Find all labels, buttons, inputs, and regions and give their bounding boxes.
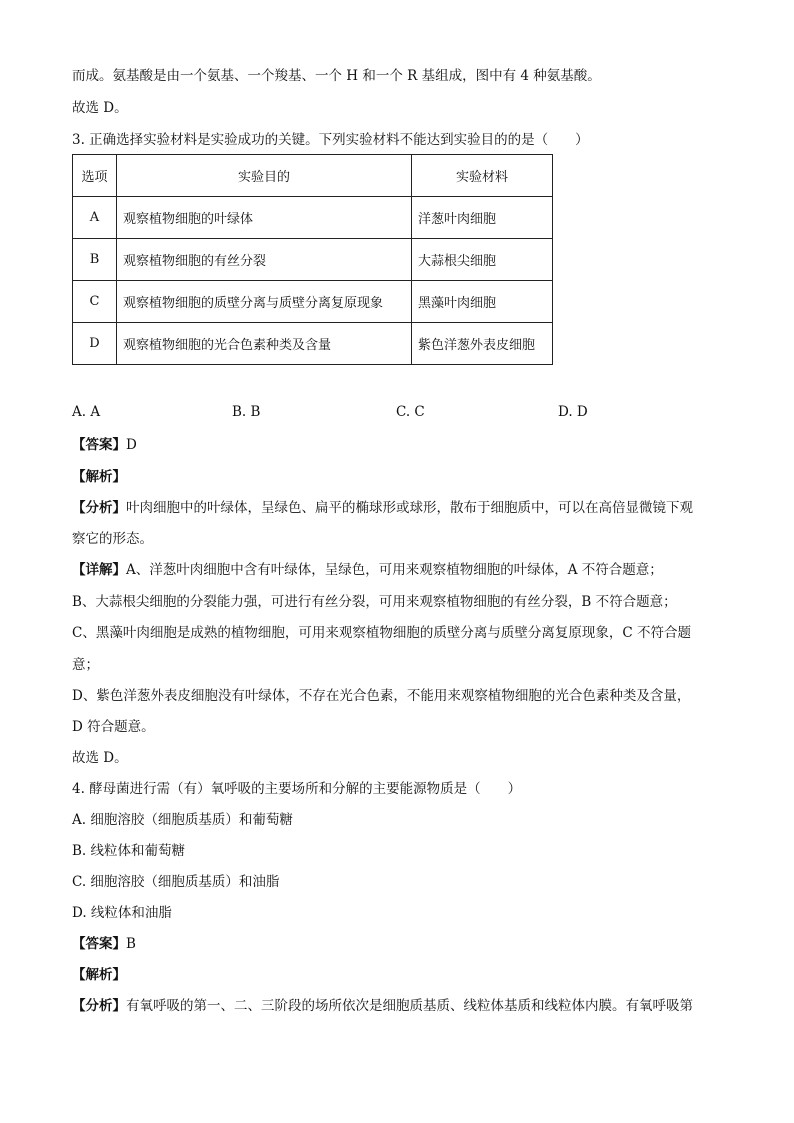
table-cell: 黑藻叶肉细胞 <box>412 281 553 323</box>
q4-option-b: B. 线粒体和葡萄糖 <box>72 843 186 859</box>
table-header-row <box>73 155 553 197</box>
table-header-cell: 实验目的 <box>117 155 412 197</box>
table-header-cell: 实验材料 <box>412 155 553 197</box>
table-row <box>73 281 553 323</box>
xiangjie-line-6: D 符合题意。 <box>72 719 155 735</box>
q4-fenxi-line-1 <box>72 996 693 1016</box>
question-4-stem: 4. 酵母菌进行需（有）氧呼吸的主要场所和分解的主要能源物质是（ ） <box>72 781 522 797</box>
table-row <box>73 197 553 239</box>
xiangjie-line-1 <box>72 560 663 580</box>
question-3-table <box>72 154 553 365</box>
q4-option-d: D. 线粒体和油脂 <box>72 905 172 921</box>
table-cell: C <box>73 281 117 323</box>
fenxi-line-1 <box>72 498 693 518</box>
answer-value: B <box>126 936 136 952</box>
table-cell: B <box>73 239 117 281</box>
fenxi-text: 叶肉细胞中的叶绿体，呈绿色、扁平的椭球形或球形，散布于细胞质中，可以在高倍显微镜下观 <box>126 500 693 516</box>
table-cell: 观察植物细胞的光合色素种类及含量 <box>117 323 412 365</box>
xiangjie-line-4: 意； <box>72 657 99 673</box>
table-cell: 紫色洋葱外表皮细胞 <box>412 323 553 365</box>
xiangjie-line-5: D、紫色洋葱外表皮细胞没有叶绿体，不存在光合色素，不能用来观察植物细胞的光合色素种类及含量， <box>72 688 691 704</box>
table-cell: D <box>73 323 117 365</box>
table-cell: 观察植物细胞的叶绿体 <box>117 197 412 239</box>
table-cell: 观察植物细胞的有丝分裂 <box>117 239 412 281</box>
question-3-stem: 3. 正确选择实验材料是实验成功的关键。下列实验材料不能达到实验目的的是（ ） <box>72 132 589 148</box>
option-b: B. B <box>232 404 261 420</box>
fenxi-tag: 【分析】 <box>72 500 126 516</box>
q4-option-c: C. 细胞溶胶（细胞质基质）和油脂 <box>72 874 280 890</box>
question-3-conclusion: 故选 D。 <box>72 750 128 766</box>
option-d: D. D <box>558 404 588 420</box>
table-cell: A <box>73 197 117 239</box>
table-header-cell: 选项 <box>73 155 117 197</box>
xiangjie-line-3: C、黑藻叶肉细胞是成熟的植物细胞，可用来观察植物细胞的质壁分离与质壁分离复原现象，C 不符合题 <box>72 625 691 641</box>
prev-conclusion: 故选 D。 <box>72 100 128 116</box>
analysis-tag: 【解析】 <box>72 469 126 485</box>
xiangjie-text: A、洋葱叶肉细胞中含有叶绿体，呈绿色，可用来观察植物细胞的叶绿体，A 不符合题意； <box>126 562 663 578</box>
xiangjie-line-2: B、大蒜根尖细胞的分裂能力强，可进行有丝分裂，可用来观察植物细胞的有丝分裂，B 不符合题意； <box>72 594 677 610</box>
question-4-answer <box>72 934 136 954</box>
fenxi-text: 有氧呼吸的第一、二、三阶段的场所依次是细胞质基质、线粒体基质和线粒体内膜。有氧呼吸第 <box>126 998 693 1014</box>
q4-option-a: A. 细胞溶胶（细胞质基质）和葡萄糖 <box>72 812 293 828</box>
analysis-tag: 【解析】 <box>72 967 126 983</box>
table-row <box>73 239 553 281</box>
table-row <box>73 323 553 365</box>
xiangjie-tag: 【详解】 <box>72 562 126 578</box>
answer-tag: 【答案】 <box>72 936 126 952</box>
option-a: A. A <box>72 404 101 420</box>
table-cell: 观察植物细胞的质壁分离与质壁分离复原现象 <box>117 281 412 323</box>
fenxi-tag: 【分析】 <box>72 998 126 1014</box>
question-3-answer <box>72 435 137 455</box>
table-cell: 洋葱叶肉细胞 <box>412 197 553 239</box>
answer-value: D <box>126 437 137 453</box>
fenxi-line-2: 察它的形态。 <box>72 531 153 547</box>
table-cell: 大蒜根尖细胞 <box>412 239 553 281</box>
option-c: C. C <box>396 404 425 420</box>
prev-answer-text: 而成。氨基酸是由一个氨基、一个羧基、一个 H 和一个 R 基组成，图中有 4 种氨基酸。 <box>72 68 601 84</box>
answer-tag: 【答案】 <box>72 437 126 453</box>
